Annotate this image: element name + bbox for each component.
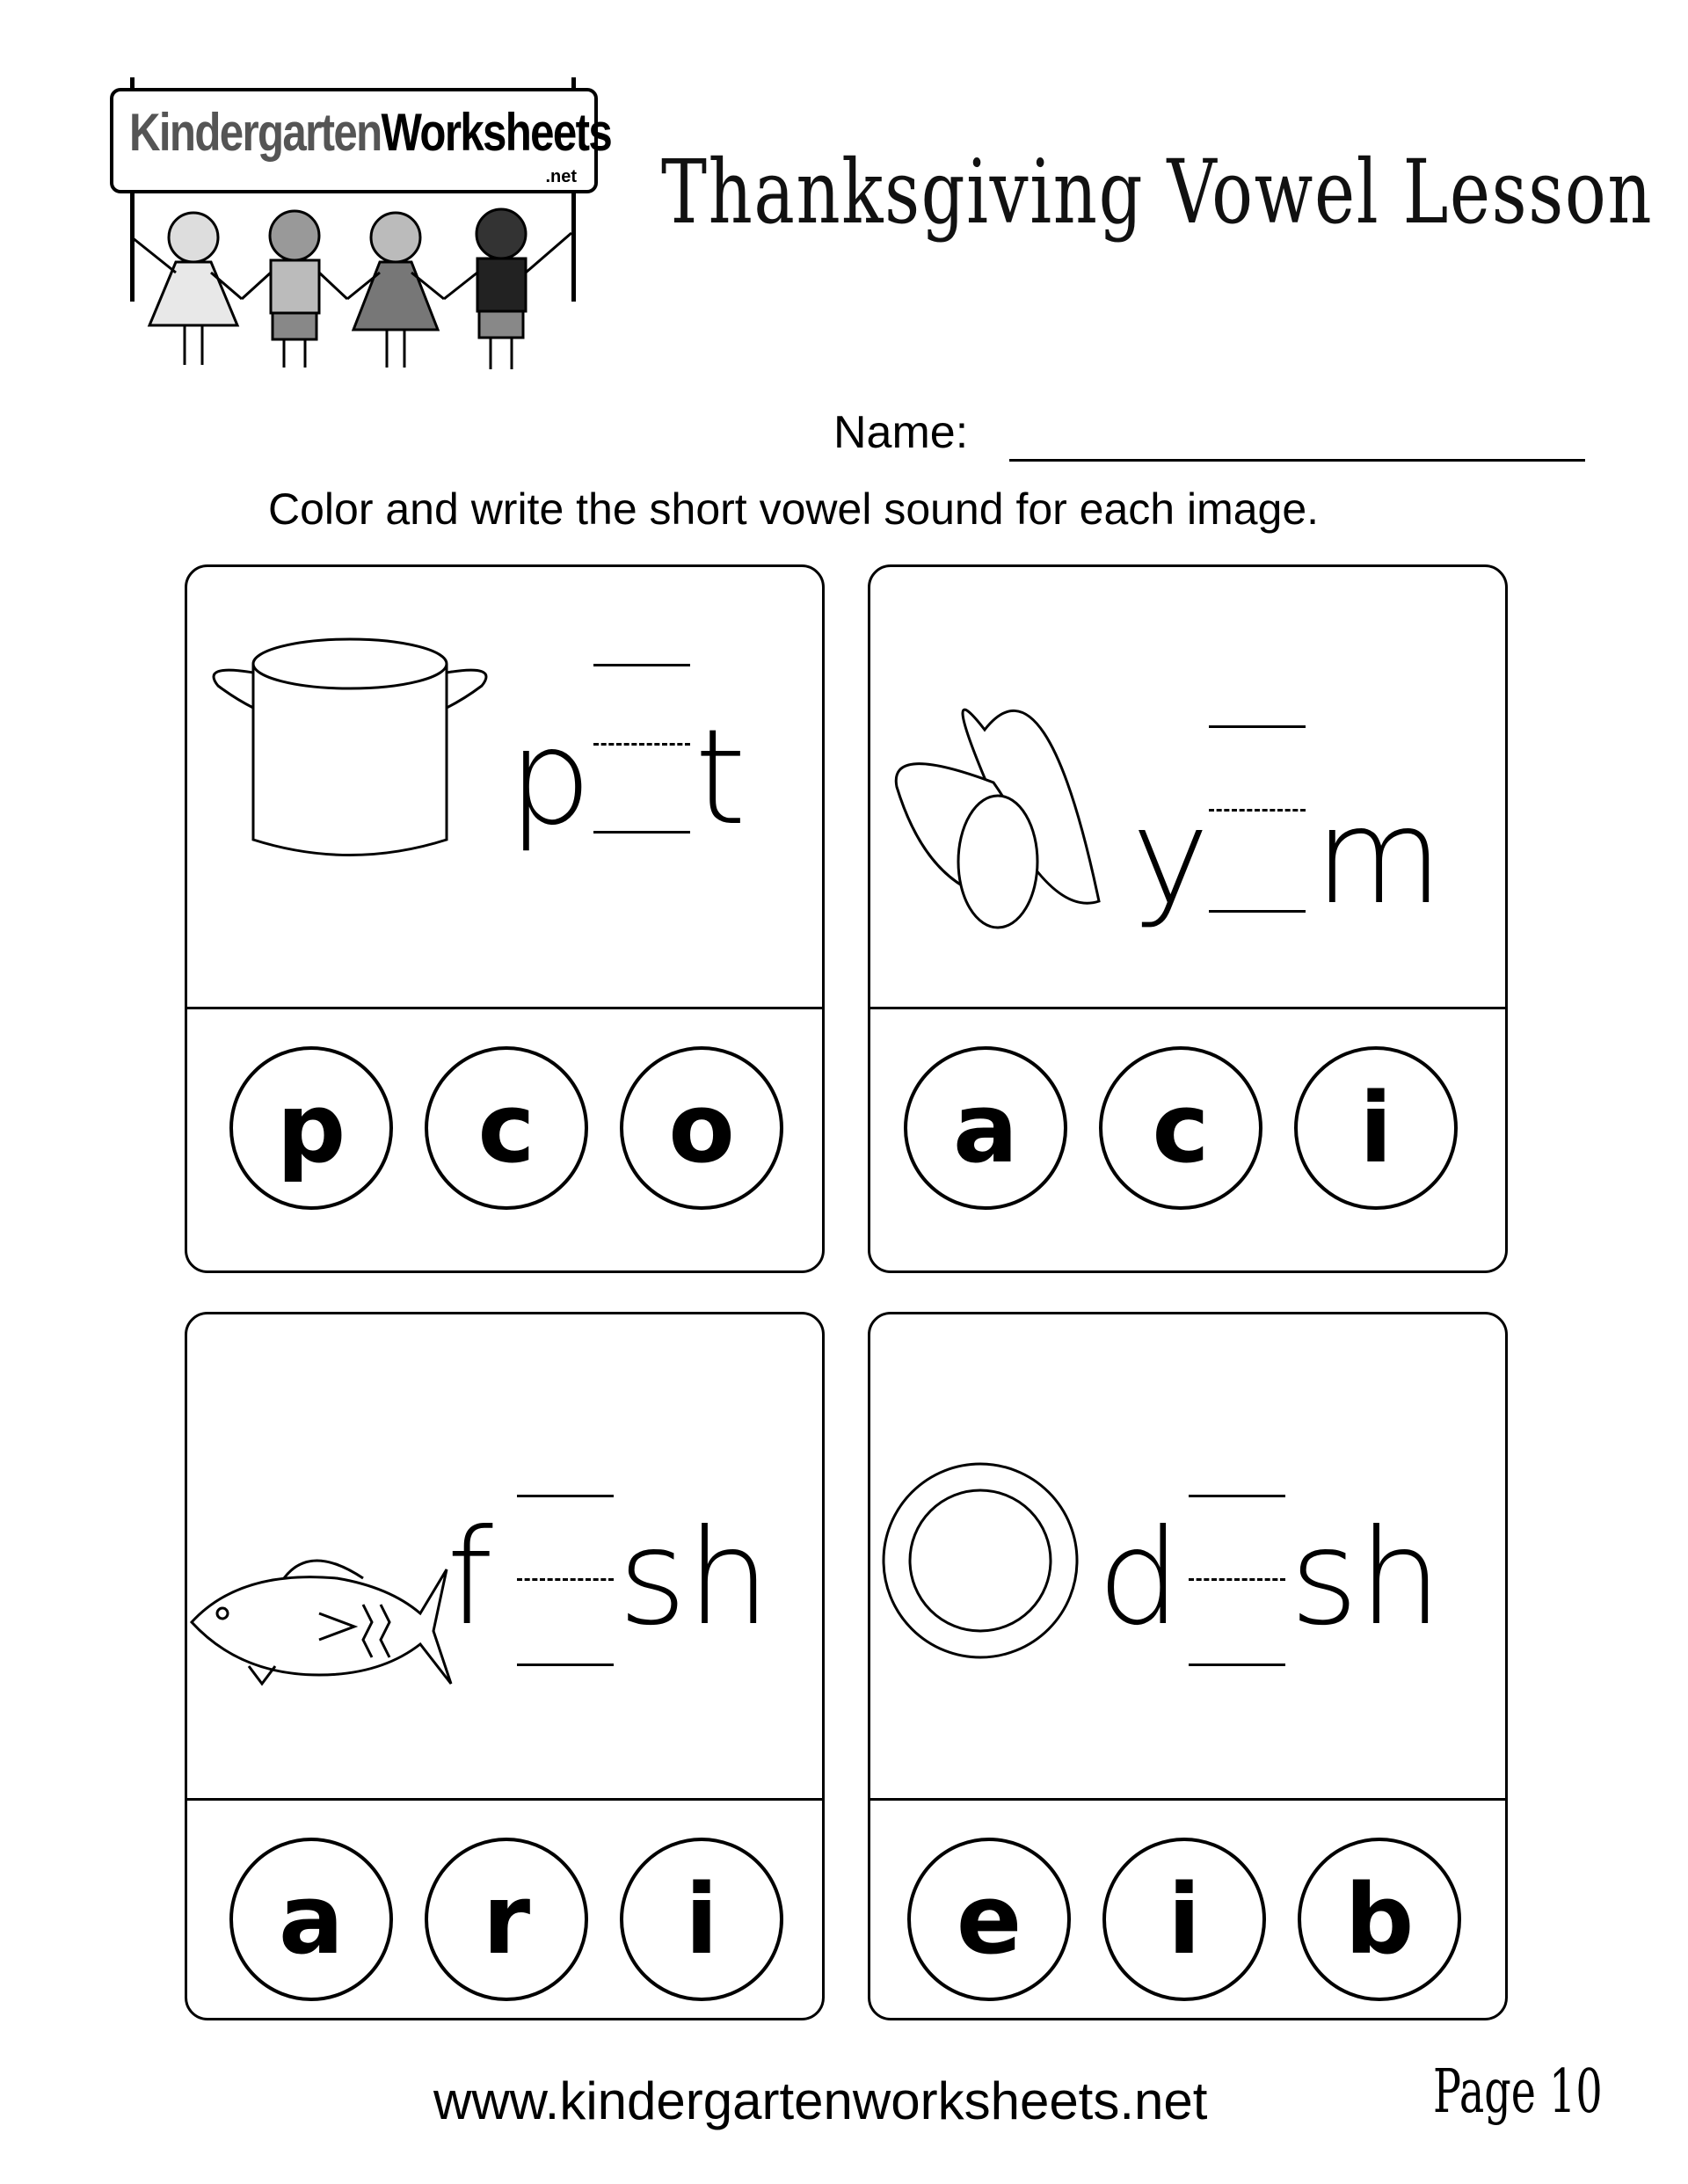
logo-text [129, 102, 611, 163]
choice-circle[interactable]: b [1298, 1838, 1461, 2001]
blank-answer-line[interactable] [1189, 1663, 1285, 1666]
word-prefix: d [1097, 1502, 1182, 1655]
word-suffix: t [695, 702, 746, 855]
card-divider [870, 1798, 1505, 1801]
blank-answer-line[interactable] [1209, 910, 1306, 913]
card-yam [868, 564, 1508, 1273]
choice-circle[interactable]: c [425, 1046, 588, 1210]
choice-circle[interactable]: p [229, 1046, 393, 1210]
word-prefix: p [508, 702, 593, 855]
choice-circle[interactable]: o [620, 1046, 783, 1210]
card-divider [870, 1007, 1505, 1009]
name-label: Name: [833, 407, 969, 458]
blank-top-line [1189, 1495, 1285, 1497]
card-pot [185, 564, 825, 1273]
footer-url[interactable]: www.kindergartenworksheets.net [433, 2071, 1208, 2130]
word-prefix: y [1131, 781, 1210, 934]
site-logo [106, 70, 612, 378]
blank-top-line [593, 664, 690, 666]
logo-brand-part2: Worksheets [381, 103, 612, 162]
logo-brand-part1: Kindergarten [129, 103, 382, 162]
logo-sign [110, 88, 612, 193]
choice-circle[interactable]: i [620, 1838, 783, 2001]
instructions: Color and write the short vowel sound for each image. [268, 484, 1320, 534]
blank-mid-line [1209, 809, 1306, 812]
word-suffix: sh [618, 1502, 771, 1655]
blank-answer-line[interactable] [593, 831, 690, 834]
name-input-line[interactable] [1009, 459, 1585, 462]
blank-top-line [1209, 725, 1306, 728]
choice-circle[interactable]: r [425, 1838, 588, 2001]
blank-mid-line [1189, 1578, 1285, 1581]
page-number: Page 10 [1433, 2057, 1603, 2127]
card-fish [185, 1312, 825, 2020]
choice-circle[interactable]: i [1102, 1838, 1266, 2001]
word-suffix: m [1314, 781, 1444, 934]
page-title: Thanksgiving Vowel Lesson [661, 141, 1654, 244]
choice-circle[interactable]: a [904, 1046, 1067, 1210]
choice-circle[interactable]: e [907, 1838, 1071, 2001]
word-prefix: f [447, 1502, 493, 1655]
kids-holding-hands-icon [123, 202, 589, 378]
card-divider [187, 1007, 822, 1009]
blank-mid-line [593, 743, 690, 746]
choice-circle[interactable]: a [229, 1838, 393, 2001]
word-suffix: sh [1290, 1502, 1443, 1655]
card-dish [868, 1312, 1508, 2020]
choice-circle[interactable]: i [1294, 1046, 1458, 1210]
logo-suffix: .net [545, 167, 577, 186]
card-divider [187, 1798, 822, 1801]
blank-top-line [517, 1495, 614, 1497]
blank-mid-line [517, 1578, 614, 1581]
blank-answer-line[interactable] [517, 1663, 614, 1666]
choice-circle[interactable]: c [1099, 1046, 1262, 1210]
